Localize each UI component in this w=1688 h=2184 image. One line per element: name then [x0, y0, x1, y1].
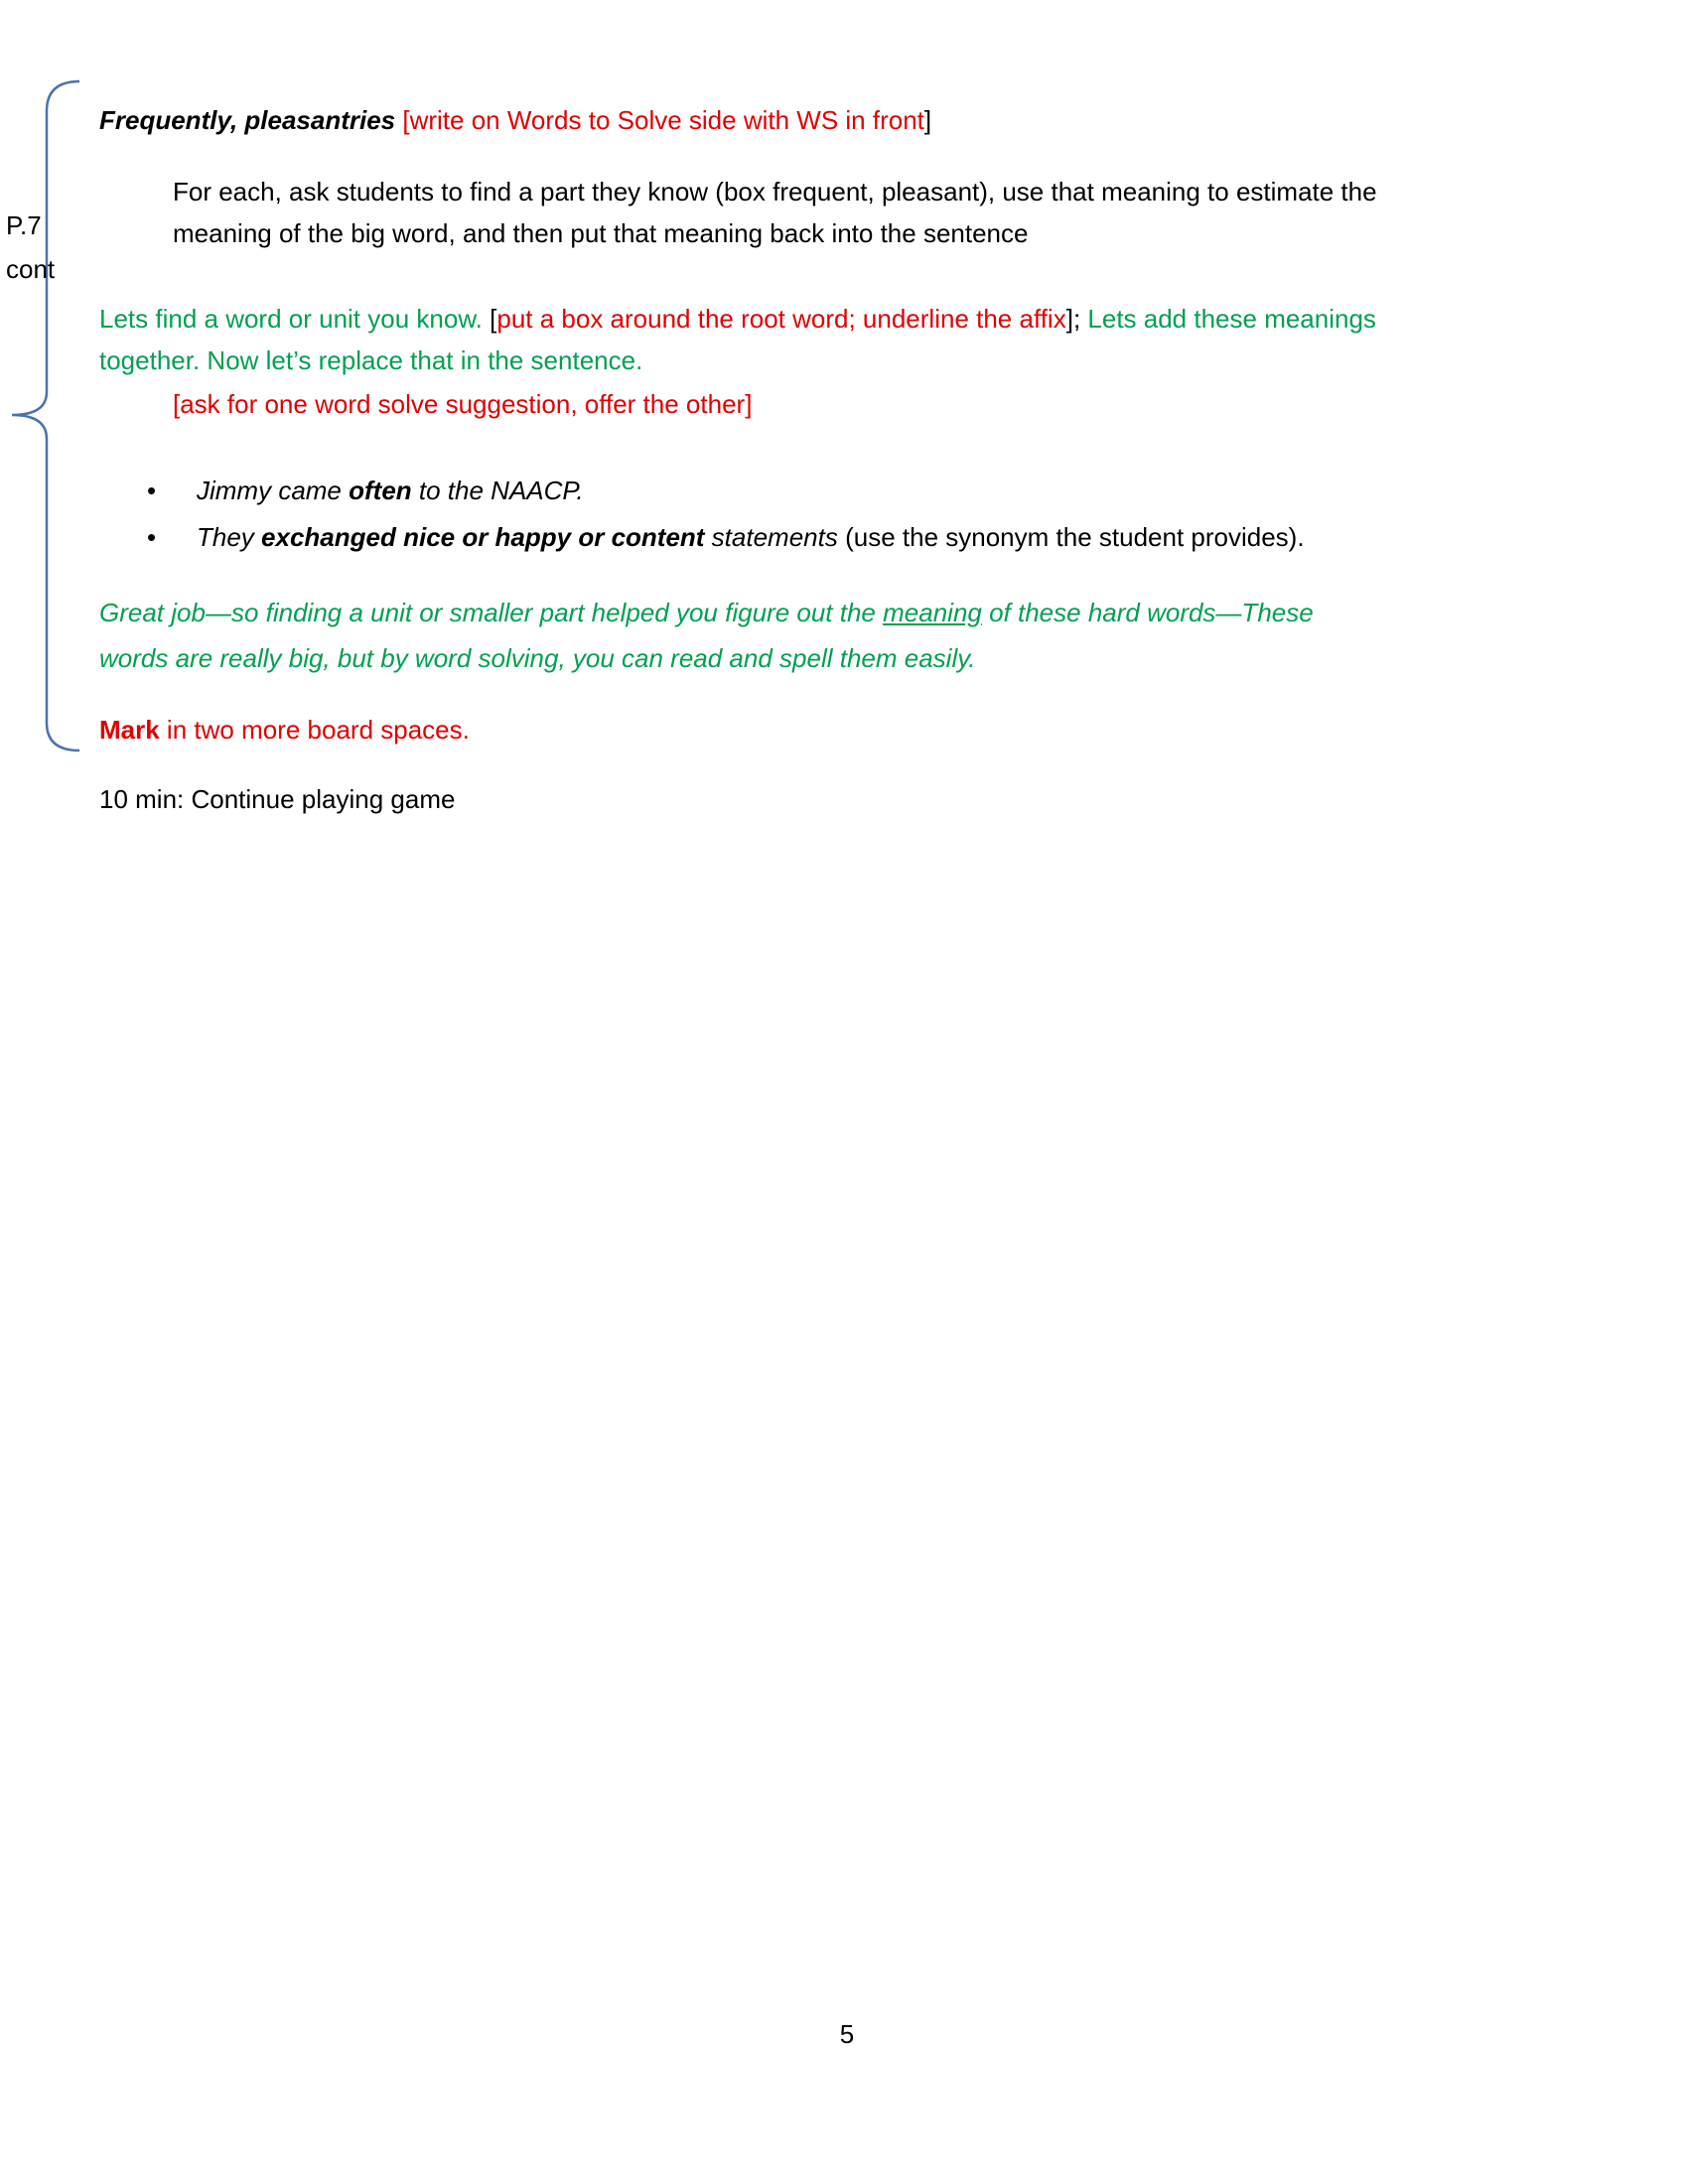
script-line-1 — [99, 302, 1376, 336]
bullet-2-text-a: They — [197, 522, 262, 552]
timing-line: 10 min: Continue playing game — [99, 784, 456, 814]
mark-rest: in two more board spaces. — [159, 715, 470, 745]
script-instruction: put a box around the root word; underline the affix — [496, 304, 1066, 334]
praise-underlined-word: meaning — [883, 598, 982, 627]
praise-text-a: Great job—so finding a unit or smaller part helped you figure out the — [99, 598, 884, 627]
praise-line-2: words are really big, but by word solving, you can read and spell them easily. — [99, 643, 976, 673]
bullet-1-text-b: often — [349, 476, 412, 505]
bullet-item-1 — [197, 474, 584, 507]
bullet-2-text-d: (use the synonym the student provides). — [837, 522, 1305, 552]
heading-instruction: [write on Words to Solve side with WS in front — [402, 105, 924, 135]
script-close-bracket: ]; — [1065, 304, 1081, 334]
target-words: Frequently, pleasantries — [99, 105, 396, 135]
bullet-2-text-b: exchanged nice or happy or content — [261, 522, 705, 552]
mark-bold: Mark — [99, 715, 160, 745]
script-prompt-2: Lets add these meanings — [1080, 304, 1376, 334]
mark-line — [99, 713, 470, 747]
bullet-2-text-c: statements — [704, 522, 838, 552]
margin-note-cont: cont — [6, 254, 56, 284]
heading-line — [99, 103, 931, 137]
page-number: 5 — [839, 2019, 855, 2049]
script-line-2: together. Now let’s replace that in the sentence. — [99, 345, 643, 375]
bullet-dot: • — [147, 522, 157, 552]
bullet-item-2 — [197, 520, 1305, 554]
praise-line-1 — [99, 596, 1314, 629]
script-prompt: Lets find a word or unit you know. — [99, 304, 491, 334]
praise-text-c: of these hard words—These — [981, 598, 1314, 627]
directions-line-2: meaning of the big word, and then put that meaning back into the sentence — [173, 218, 1029, 248]
margin-note-page: P.7 — [6, 210, 42, 240]
bullet-1-text-a: Jimmy came — [197, 476, 350, 505]
script-open-bracket: [ — [490, 304, 497, 334]
heading-close-bracket: ] — [923, 105, 932, 135]
bullet-1-text-c: to the NAACP. — [411, 476, 584, 505]
directions-line-1: For each, ask students to find a part they know (box frequent, pleasant), use that meaning to estimate the — [173, 177, 1377, 206]
curly-brace-bracket — [0, 0, 99, 774]
instruction-line: [ask for one word solve suggestion, offer the other] — [173, 389, 753, 419]
bullet-dot: • — [147, 476, 157, 505]
